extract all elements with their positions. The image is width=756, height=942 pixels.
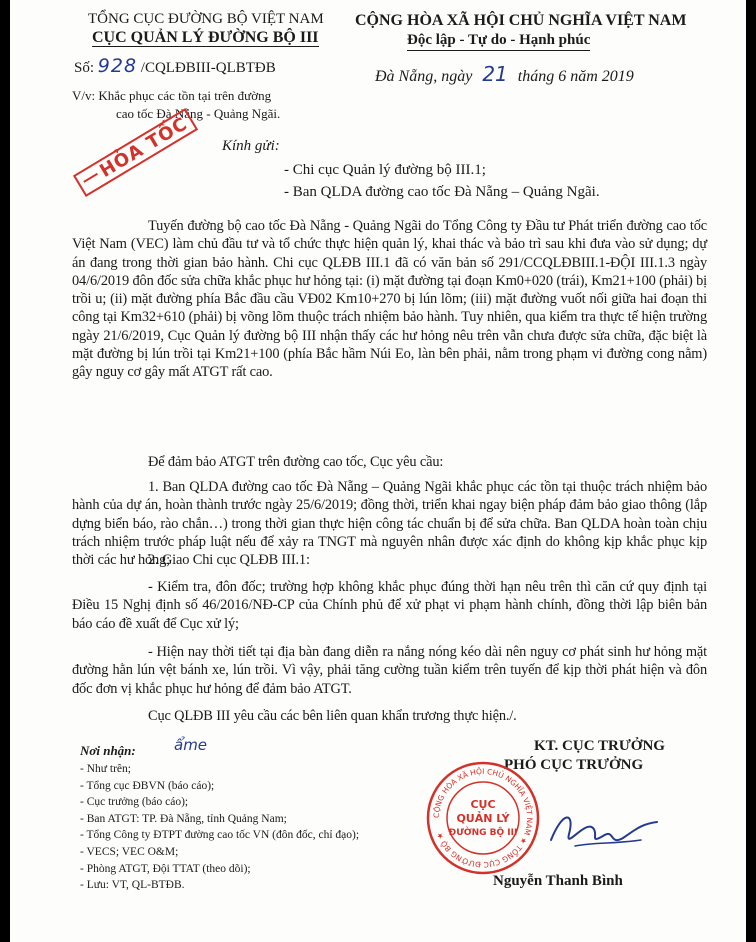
nation-motto: Độc lập - Tự do - Hạnh phúc — [407, 32, 590, 51]
place-date-prefix: Đà Nẵng, ngày — [375, 68, 473, 85]
official-seal — [425, 760, 541, 876]
agency-name-text: CỤC QUẢN LÝ ĐƯỜNG BỘ III — [92, 29, 319, 46]
receivers-list — [80, 761, 359, 894]
seal-center-line-2: QUẢN LÝ — [456, 812, 510, 825]
seal-center-line-1: CỤC — [470, 798, 496, 811]
doc-no-handwritten: 928 — [97, 55, 138, 77]
list-item: - Lưu: VT, QL-BTĐB. — [80, 879, 185, 892]
signature-title-1: KT. CỤC TRƯỞNG — [534, 738, 665, 754]
list-item: - Ban ATGT: TP. Đà Nẵng, tỉnh Quảng Nam; — [80, 812, 287, 825]
recipient-1: - Chi cục Quản lý đường bộ III.1; — [284, 162, 486, 178]
list-item: - Tổng cục ĐBVN (báo cáo); — [80, 779, 215, 792]
agency-name — [92, 29, 319, 47]
place-date — [375, 62, 634, 86]
body-paragraph-6: - Hiện nay thời tiết tại địa bàn đang diễn ra nắng nóng kéo dài nên nguy cơ phát sinh hư hỏng mặt đường hằn lún vệt bánh xe, lún trồi. Vì vậy, phải tăng cường tuần kiểm trên tuyến để kịp thời phát hiện và đôn đốc đơn vị khắc phục hư hỏng để đảm bảo ATGT. — [72, 644, 707, 697]
document-page — [10, 0, 746, 942]
body-paragraph-5: - Kiểm tra, đôn đốc; trường hợp không khắc phục đúng thời hạn nêu trên thì căn cứ quy định tại Điều 15 Nghị định số 46/2016/NĐ-CP của Chính phủ để xử phạt vi phạm hành chính, đồng thời lập biên bản báo cáo đề xuất để Cục xử lý; — [72, 579, 707, 632]
signature-stroke — [551, 817, 657, 840]
subject-line-2: cao tốc Đà Nẵng - Quảng Ngãi. — [116, 106, 281, 121]
body-paragraph-3: 1. Ban QLDA đường cao tốc Đà Nẵng – Quảng Ngãi khắc phục các tồn tại thuộc trách nhiệm bảo hành của dự án, hoàn thành trước ngày 25/6/2019; đồng thời, triển khai ngay biện pháp đảm bảo giao thông (lắp dựng biển báo, rào chắn…) trong thời gian thực hiện công tác chuẩn bị để sửa chữa. Ban QLDA hoàn toàn chịu trách nhiệm trước pháp luật nếu để xảy ra TNGT mà nguyên nhân được xác định do không kịp khắc phục kịp thời các hư hỏng; — [72, 479, 707, 569]
document-number — [74, 55, 276, 77]
recipient-2: - Ban QLDA đường cao tốc Đà Nẵng – Quảng Ngãi. — [284, 184, 600, 200]
body-paragraph-4: 2. Giao Chi cục QLĐB III.1: — [148, 552, 310, 568]
place-date-suffix: tháng 6 năm 2019 — [517, 68, 634, 85]
signature-title-2: PHÓ CỤC TRƯỞNG — [504, 757, 644, 773]
nation-title: CỘNG HÒA XÃ HỘI CHỦ NGHĨA VIỆT NAM — [355, 12, 687, 29]
list-item: - Như trên; — [80, 763, 131, 775]
day-handwritten: 21 — [482, 62, 508, 86]
list-item: - Tổng Công ty ĐTPT đường cao tốc VN (đôn đốc, chỉ đạo); — [80, 829, 360, 842]
list-item: - VECS; VEC O&M; — [80, 845, 179, 858]
list-item: - Cục trưởng (báo cáo); — [80, 796, 189, 809]
body-paragraph-2: Để đảm bảo ATGT trên đường cao tốc, Cục yêu cầu: — [148, 454, 444, 470]
doc-no-label: Số: — [74, 60, 95, 76]
agency-parent: TỔNG CỤC ĐƯỜNG BỘ VIỆT NAM — [88, 11, 324, 27]
salutation: Kính gửi: — [222, 138, 280, 154]
doc-no-code: /CQLĐBIII-QLBTĐB — [140, 60, 276, 76]
receivers-title: Nơi nhận: — [80, 743, 136, 758]
urgent-stamp: HỎA TỐC — [73, 108, 198, 197]
seal-center-line-3: ĐƯỜNG BỘ III — [448, 828, 518, 838]
handwritten-signature — [545, 800, 665, 860]
signature-underline — [575, 840, 641, 846]
body-paragraph-1: Tuyến đường bộ cao tốc Đà Nẵng - Quảng Ngãi do Tổng Công ty Đầu tư Phát triển đường cao tốc Việt Nam (VEC) làm chủ đầu tư và tổ chức thực hiện quản lý, khai thác và bảo trì sau khi đưa vào sử dụng; dự án đang trong thời gian bảo hành. Chi cục QLĐB III.1 đã có văn bản số 291/CCQLĐBIII.1-ĐỘI III.1.3 ngày 04/6/2019 đôn đốc sửa chữa khắc phục hư hỏng tại: (i) mặt đường tại đoạn Km0+020 (trái), Km21+100 (phải) bị trồi u; (ii) mặt đường phía Bắc đầu cầu VĐ02 Km10+270 bị lún lõm; (iii) mặt đường vuốt nối giữa hai đoạn thi công tại Km32+610 (phải) bị võng lõm thuộc trách nhiệm bảo hành. Tuy nhiên, qua kiểm tra thực tế hiện trường ngày 21/6/2019, Cục Quản lý đường bộ III nhận thấy các hư hỏng nêu trên vẫn chưa được sửa chữa, đặc biệt là mặt đường bị lún trồi tại Km21+100 (phía Bắc hầm Núi Eo, làn bên phải, nằm trong phạm vi đường cong nằm) gây nguy cơ gây mất ATGT rất cao. — [72, 218, 707, 381]
body-paragraph-7: Cục QLĐB III yêu cầu các bên liên quan khẩn trương thực hiện./. — [148, 708, 517, 724]
signer-name: Nguyễn Thanh Bình — [493, 873, 623, 889]
seal-ring-text: CỘNG HÒA XÃ HỘI CHỦ NGHĨA VIỆT NAM ★ TỔNG CỤC ĐƯỜNG BỘ ★ — [431, 766, 535, 870]
subject-line-1: V/v: Khắc phục các tồn tại trên đường — [72, 88, 272, 103]
list-item: - Phòng ATGT, Đội TTAT (theo dõi); — [80, 862, 251, 875]
receivers-initials: ẩme — [174, 736, 208, 754]
